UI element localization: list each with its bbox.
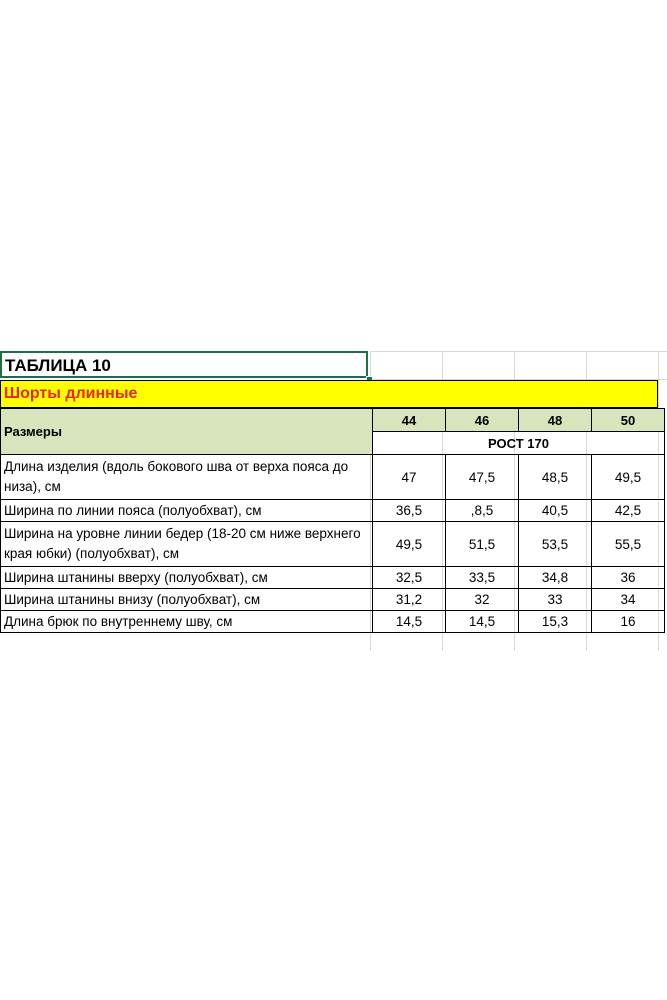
table-row xyxy=(1,611,665,633)
row-value[interactable]: 14,5 xyxy=(446,611,519,633)
product-subtitle[interactable]: Шорты длинные xyxy=(0,380,658,408)
row-label[interactable]: Длина изделия (вдоль бокового шва от верха пояса до низа), см xyxy=(1,455,373,500)
table-row xyxy=(1,567,665,589)
row-label[interactable]: Ширина на уровне линии бедер (18-20 см ниже верхнего края юбки) (полуобхват), см xyxy=(1,522,373,567)
size-header-46[interactable]: 46 xyxy=(446,409,519,432)
size-header-50[interactable]: 50 xyxy=(592,409,665,432)
height-header-cell[interactable]: РОСТ 170 xyxy=(373,432,665,455)
row-value[interactable]: 15,3 xyxy=(519,611,592,633)
sizes-header-cell[interactable]: Размеры xyxy=(1,409,373,455)
size-header-44[interactable]: 44 xyxy=(373,409,446,432)
table-row xyxy=(1,522,665,567)
row-value[interactable]: 31,2 xyxy=(373,589,446,611)
row-value[interactable]: 53,5 xyxy=(519,522,592,567)
row-value[interactable]: ,8,5 xyxy=(446,500,519,522)
row-label[interactable]: Ширина по линии пояса (полуобхват), см xyxy=(1,500,373,522)
row-value[interactable]: 49,5 xyxy=(592,455,665,500)
size-header-48[interactable]: 48 xyxy=(519,409,592,432)
row-value[interactable]: 36,5 xyxy=(373,500,446,522)
row-value[interactable]: 14,5 xyxy=(373,611,446,633)
table-header-row xyxy=(1,409,665,432)
row-label[interactable]: Длина брюк по внутреннему шву, см xyxy=(1,611,373,633)
row-value[interactable]: 40,5 xyxy=(519,500,592,522)
row-value[interactable]: 33 xyxy=(519,589,592,611)
gridline xyxy=(370,351,667,352)
size-table xyxy=(0,408,665,633)
spreadsheet xyxy=(0,351,667,651)
row-value[interactable]: 32,5 xyxy=(373,567,446,589)
row-value[interactable]: 51,5 xyxy=(446,522,519,567)
row-value[interactable]: 47 xyxy=(373,455,446,500)
row-value[interactable]: 32 xyxy=(446,589,519,611)
row-label[interactable]: Ширина штанины вверху (полуобхват), см xyxy=(1,567,373,589)
row-value[interactable]: 42,5 xyxy=(592,500,665,522)
row-value[interactable]: 33,5 xyxy=(446,567,519,589)
row-label[interactable]: Ширина штанины внизу (полуобхват), см xyxy=(1,589,373,611)
table-title-cell[interactable]: ТАБЛИЦА 10 xyxy=(0,351,368,378)
table-row xyxy=(1,500,665,522)
row-value[interactable]: 49,5 xyxy=(373,522,446,567)
table-row xyxy=(1,589,665,611)
row-value[interactable]: 34,8 xyxy=(519,567,592,589)
row-value[interactable]: 48,5 xyxy=(519,455,592,500)
row-value[interactable]: 55,5 xyxy=(592,522,665,567)
row-value[interactable]: 36 xyxy=(592,567,665,589)
row-value[interactable]: 34 xyxy=(592,589,665,611)
row-value[interactable]: 16 xyxy=(592,611,665,633)
row-value[interactable]: 47,5 xyxy=(446,455,519,500)
table-row xyxy=(1,455,665,500)
